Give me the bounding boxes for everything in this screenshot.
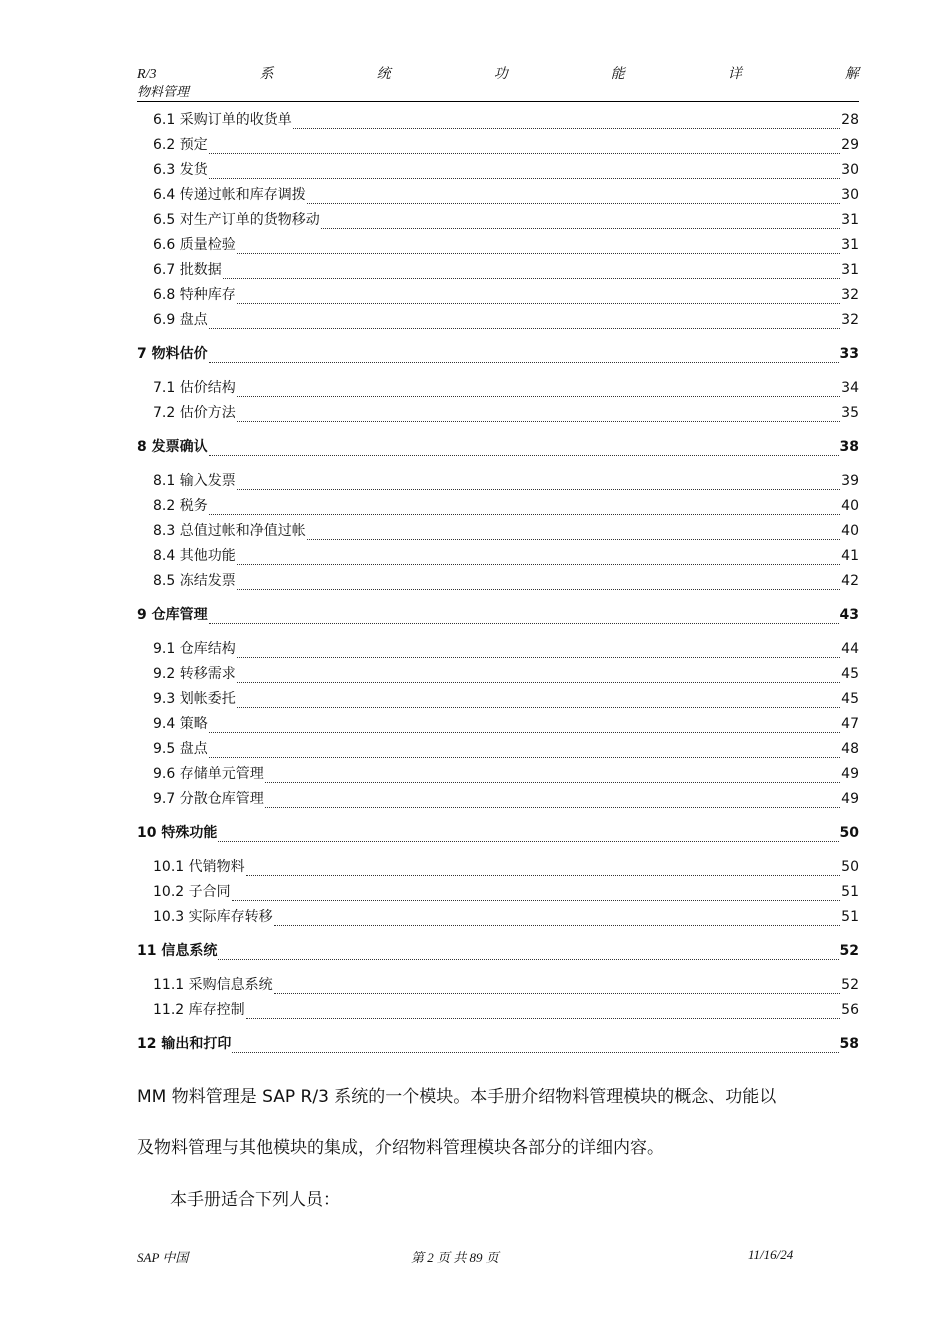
toc-dot-leader: [209, 153, 840, 154]
toc-section-entry[interactable]: [137, 880, 859, 905]
toc-section-entry[interactable]: [137, 258, 859, 283]
toc-entry-page-number: 34: [841, 380, 859, 396]
toc-dot-leader: [209, 178, 840, 179]
toc-section-entry[interactable]: [137, 637, 859, 662]
toc-section-entry[interactable]: [137, 133, 859, 158]
toc-entry-label: 6.7 批数据: [153, 262, 222, 278]
table-of-contents: [137, 108, 859, 1066]
toc-section-entry[interactable]: [137, 905, 859, 930]
toc-dot-leader: [237, 682, 840, 683]
toc-entry-page-number: 28: [841, 112, 859, 128]
toc-section-entry[interactable]: [137, 469, 859, 494]
toc-entry-page-number: 31: [841, 212, 859, 228]
toc-dot-leader: [237, 564, 840, 565]
toc-entry-label: 9.6 存储单元管理: [153, 766, 264, 782]
toc-entry-label: 8.3 总值过帐和净值过帐: [153, 523, 306, 539]
toc-entry-label: 9.7 分散仓库管理: [153, 791, 264, 807]
toc-dot-leader: [237, 589, 840, 590]
toc-dot-leader: [237, 303, 840, 304]
toc-entry-page-number: 31: [841, 262, 859, 278]
footer-company: SAP 中国: [137, 1250, 189, 1265]
toc-dot-leader: [307, 539, 840, 540]
toc-entry-label: 7.2 估价方法: [153, 405, 236, 421]
toc-section-entry[interactable]: [137, 569, 859, 594]
toc-section-entry[interactable]: [137, 737, 859, 762]
toc-entry-label: 9.1 仓库结构: [153, 641, 236, 657]
toc-entry-page-number: 52: [841, 977, 859, 993]
toc-entry-page-number: 41: [841, 548, 859, 564]
toc-section-entry[interactable]: [137, 519, 859, 544]
toc-section-entry[interactable]: [137, 687, 859, 712]
toc-entry-page-number: 45: [841, 666, 859, 682]
toc-entry-label: 10.3 实际库存转移: [153, 909, 273, 925]
toc-dot-leader: [237, 707, 840, 708]
toc-entry-page-number: 29: [841, 137, 859, 153]
toc-entry-label: 9.2 转移需求: [153, 666, 236, 682]
toc-entry-page-number: 32: [841, 287, 859, 303]
header-title-char: 详: [727, 67, 742, 82]
toc-chapter-entry[interactable]: [137, 435, 859, 460]
toc-entry-label: 6.2 预定: [153, 137, 208, 153]
toc-dot-leader: [237, 253, 840, 254]
audience-paragraph: 本手册适合下列人员：: [170, 1190, 340, 1210]
toc-dot-leader: [209, 514, 840, 515]
toc-entry-page-number: 31: [841, 237, 859, 253]
footer-date: 11/16/24: [748, 1247, 794, 1262]
toc-dot-leader: [307, 203, 840, 204]
toc-dot-leader: [293, 128, 840, 129]
header-title-char: 统: [376, 67, 391, 82]
toc-dot-leader: [237, 396, 840, 397]
page-header: [137, 66, 859, 100]
toc-entry-label: 7.1 估价结构: [153, 380, 236, 396]
toc-dot-leader: [246, 875, 841, 876]
toc-entry-page-number: 40: [841, 523, 859, 539]
toc-entry-page-number: 50: [839, 825, 859, 841]
toc-dot-leader: [265, 782, 840, 783]
toc-section-entry[interactable]: [137, 544, 859, 569]
toc-dot-leader: [274, 993, 841, 994]
toc-dot-leader: [209, 623, 839, 624]
toc-entry-label: 10.1 代销物料: [153, 859, 245, 875]
toc-entry-label: 8.4 其他功能: [153, 548, 236, 564]
toc-entry-label: 6.4 传递过帐和库存调拨: [153, 187, 306, 203]
toc-section-entry[interactable]: [137, 401, 859, 426]
toc-section-entry[interactable]: [137, 787, 859, 812]
toc-section-entry[interactable]: [137, 855, 859, 880]
toc-entry-label: 6.6 质量检验: [153, 237, 236, 253]
toc-entry-page-number: 51: [841, 909, 859, 925]
header-title-char: 解: [844, 67, 859, 82]
toc-entry-page-number: 58: [839, 1036, 859, 1052]
footer-page-number: 第 2 页 共 89 页: [411, 1250, 499, 1265]
toc-dot-leader: [209, 362, 839, 363]
toc-entry-page-number: 51: [841, 884, 859, 900]
toc-entry-label: 11.1 采购信息系统: [153, 977, 273, 993]
toc-entry-page-number: 39: [841, 473, 859, 489]
toc-entry-label: 11.2 库存控制: [153, 1002, 245, 1018]
toc-dot-leader: [209, 757, 840, 758]
toc-section-entry[interactable]: [137, 494, 859, 519]
toc-entry-label: 6.1 采购订单的收货单: [153, 112, 292, 128]
toc-entry-page-number: 49: [841, 766, 859, 782]
toc-dot-leader: [321, 228, 840, 229]
toc-entry-label: 8.5 冻结发票: [153, 573, 236, 589]
toc-section-entry[interactable]: [137, 108, 859, 133]
toc-dot-leader: [237, 657, 840, 658]
toc-dot-leader: [223, 278, 840, 279]
toc-entry-page-number: 38: [839, 439, 859, 455]
toc-dot-leader: [232, 1052, 838, 1053]
toc-section-entry[interactable]: [137, 998, 859, 1023]
toc-entry-page-number: 30: [841, 162, 859, 178]
toc-section-entry[interactable]: [137, 233, 859, 258]
toc-section-entry[interactable]: [137, 712, 859, 737]
toc-dot-leader: [218, 841, 838, 842]
toc-entry-page-number: 32: [841, 312, 859, 328]
intro-paragraph-line-1: MM 物料管理是 SAP R/3 系统的一个模块。本手册介绍物料管理模块的概念、功能以: [137, 1087, 777, 1107]
toc-section-entry[interactable]: [137, 762, 859, 787]
toc-entry-label: 6.8 特种库存: [153, 287, 236, 303]
header-title-char: 系: [259, 67, 274, 82]
toc-entry-label: 7 物料估价: [137, 346, 208, 362]
toc-section-entry[interactable]: [137, 376, 859, 401]
toc-entry-label: 10.2 子合同: [153, 884, 231, 900]
toc-entry-page-number: 48: [841, 741, 859, 757]
toc-dot-leader: [209, 455, 839, 456]
toc-dot-leader: [274, 925, 841, 926]
toc-entry-label: 6.5 对生产订单的货物移动: [153, 212, 320, 228]
toc-entry-page-number: 52: [839, 943, 859, 959]
toc-entry-label: 9.4 策略: [153, 716, 208, 732]
toc-dot-leader: [237, 421, 840, 422]
toc-entry-page-number: 47: [841, 716, 859, 732]
header-title-char: 功: [493, 67, 508, 82]
header-title-char: R/3: [137, 67, 157, 82]
toc-chapter-entry[interactable]: [137, 939, 859, 964]
toc-entry-label: 9.3 划帐委托: [153, 691, 236, 707]
toc-entry-page-number: 42: [841, 573, 859, 589]
toc-entry-page-number: 45: [841, 691, 859, 707]
toc-entry-label: 6.9 盘点: [153, 312, 208, 328]
toc-section-entry[interactable]: [137, 283, 859, 308]
toc-dot-leader: [209, 732, 840, 733]
toc-entry-page-number: 43: [839, 607, 859, 623]
toc-section-entry[interactable]: [137, 662, 859, 687]
toc-entry-label: 11 信息系统: [137, 943, 218, 959]
toc-dot-leader: [232, 900, 841, 901]
toc-entry-label: 8.1 输入发票: [153, 473, 236, 489]
toc-entry-label: 9.5 盘点: [153, 741, 208, 757]
toc-entry-page-number: 50: [841, 859, 859, 875]
toc-entry-label: 12 输出和打印: [137, 1036, 232, 1052]
toc-entry-page-number: 49: [841, 791, 859, 807]
toc-section-entry[interactable]: [137, 973, 859, 998]
intro-paragraph-line-2: 及物料管理与其他模块的集成，介绍物料管理模块各部分的详细内容。: [137, 1138, 664, 1158]
toc-entry-page-number: 30: [841, 187, 859, 203]
toc-entry-label: 6.3 发货: [153, 162, 208, 178]
header-title: [137, 66, 859, 84]
toc-entry-label: 8.2 税务: [153, 498, 208, 514]
toc-dot-leader: [218, 959, 838, 960]
toc-section-entry[interactable]: [137, 308, 859, 333]
toc-section-entry[interactable]: [137, 183, 859, 208]
toc-entry-label: 8 发票确认: [137, 439, 208, 455]
toc-chapter-entry[interactable]: [137, 342, 859, 367]
header-subtitle: 物料管理: [137, 84, 190, 99]
toc-dot-leader: [246, 1018, 841, 1019]
toc-entry-page-number: 56: [841, 1002, 859, 1018]
toc-dot-leader: [209, 328, 840, 329]
toc-entry-page-number: 40: [841, 498, 859, 514]
toc-entry-label: 10 特殊功能: [137, 825, 218, 841]
toc-dot-leader: [265, 807, 840, 808]
toc-chapter-entry[interactable]: [137, 603, 859, 628]
toc-entry-page-number: 33: [839, 346, 859, 362]
toc-section-entry[interactable]: [137, 158, 859, 183]
toc-chapter-entry[interactable]: [137, 1032, 859, 1057]
header-title-char: 能: [610, 67, 625, 82]
toc-chapter-entry[interactable]: [137, 821, 859, 846]
toc-entry-page-number: 35: [841, 405, 859, 421]
toc-section-entry[interactable]: [137, 208, 859, 233]
toc-dot-leader: [237, 489, 840, 490]
toc-entry-page-number: 44: [841, 641, 859, 657]
toc-entry-label: 9 仓库管理: [137, 607, 208, 623]
header-divider: [137, 101, 859, 102]
